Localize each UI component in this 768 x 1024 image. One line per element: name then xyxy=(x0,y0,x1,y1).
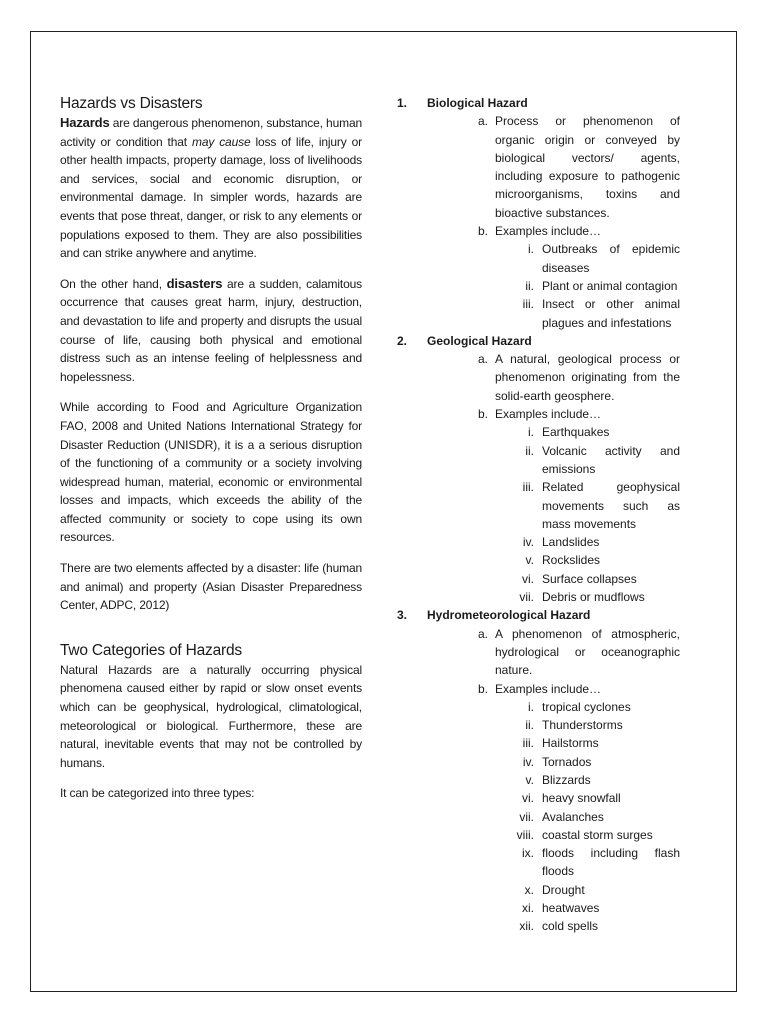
right-column xyxy=(397,94,680,936)
example-item xyxy=(397,423,680,441)
example-item xyxy=(397,826,680,844)
hazard-category xyxy=(397,606,680,935)
category-examples-intro xyxy=(397,680,680,698)
category-title: Geological Hazard xyxy=(427,333,532,348)
category-number: 3. xyxy=(397,608,408,623)
example-text: Tornados xyxy=(542,754,592,769)
example-text: cold spells xyxy=(542,919,599,934)
paragraph-three-types: It can be categorized into three types: xyxy=(60,786,255,801)
roman-marker: ix. xyxy=(522,846,534,861)
roman-marker: i. xyxy=(528,699,534,714)
example-text: heavy snowfall xyxy=(542,791,621,806)
category-examples-intro xyxy=(397,222,680,240)
example-text: Landslides xyxy=(542,535,600,550)
example-text: Outbreaks of epidemic diseases xyxy=(542,242,680,275)
example-item xyxy=(397,789,680,807)
example-text: Related geophysical movements such as mass movements xyxy=(542,480,680,531)
roman-marker: i. xyxy=(528,425,534,440)
emphasis-may-cause: may cause xyxy=(191,134,251,149)
roman-marker: ii. xyxy=(525,278,534,293)
example-text: Avalanches xyxy=(542,809,604,824)
roman-marker: vi. xyxy=(522,571,534,586)
list-text: Process or phenomenon of organic origin or conveyed by biological vectors/ agents, including exposure to pathogenic microorganisms, toxins and bioactive substances. xyxy=(495,114,680,220)
example-text: Hailstorms xyxy=(542,736,599,751)
list-text: A natural, geological process or phenomenon originating from the solid-earth geosphere. xyxy=(495,352,680,403)
roman-marker: iv. xyxy=(522,535,534,550)
example-text: heatwaves xyxy=(542,901,600,916)
example-item xyxy=(397,808,680,826)
paragraph-disasters-definition: On the other hand, disasters are a sudden, calamitous occurrence that causes great harm, injury, destruction, and devastation to life and property and disrupts the usual course of life, causing both physical and emotional distress such as an intense feeling of helplessness and hopelessness. xyxy=(60,275,363,384)
example-text: Blizzards xyxy=(542,772,591,787)
paragraph-fao-unisdr: While according to Food and Agriculture Organization FAO, 2008 and United Nations International Strategy for Disaster Reduction (UNISDR), it is a a serious disruption of the functioning of a community or a society involving widespread human, material, economic or environmental losses and impacts, which exceeds the ability of the affected community or society to cope using its own resources. xyxy=(60,400,362,545)
roman-marker: iii. xyxy=(522,297,534,312)
example-item xyxy=(397,295,680,332)
hazard-category xyxy=(397,332,680,606)
left-column xyxy=(60,94,362,803)
list-text: A phenomenon of atmospheric, hydrological or oceanographic nature. xyxy=(495,626,680,678)
section-title-two-categories: Two Categories of Hazards xyxy=(60,641,242,659)
example-item xyxy=(397,478,680,533)
example-item xyxy=(397,734,680,752)
example-text: Earthquakes xyxy=(542,425,610,440)
example-item xyxy=(397,277,680,295)
example-item xyxy=(397,881,680,899)
paragraph-hazards-definition: Hazards are dangerous phenomenon, substance, human activity or condition that may cause loss of life, injury or other health impacts, property damage, loss of livelihoods and services, social and economic disruption, or environmental damage. In simpler words, hazards are events that pose threat, danger, or risk to any elements or populations exposed to them. They are also possibilities and can strike anywhere and anytime. xyxy=(60,115,362,261)
example-item xyxy=(397,240,680,277)
list-marker: b. xyxy=(477,407,488,422)
roman-marker: viii. xyxy=(516,827,534,842)
example-item xyxy=(397,698,680,716)
roman-marker: iv. xyxy=(522,754,534,769)
hazard-category xyxy=(397,94,680,332)
roman-marker: ii. xyxy=(525,718,534,733)
category-number: 1. xyxy=(397,96,408,110)
example-text: Rockslides xyxy=(542,553,601,568)
roman-marker: i. xyxy=(528,242,534,257)
list-text: Examples include… xyxy=(495,407,602,422)
list-text: Examples include… xyxy=(495,224,602,239)
category-examples-intro xyxy=(397,405,680,423)
category-definition xyxy=(397,625,680,680)
example-text: Plant or animal contagion xyxy=(542,278,678,293)
example-item xyxy=(397,533,680,551)
category-title: Hydrometeorological Hazard xyxy=(427,608,591,623)
example-text: Volcanic activity and emissions xyxy=(542,443,680,476)
example-text: Debris or mudflows xyxy=(542,590,645,605)
list-marker: b. xyxy=(477,224,488,239)
category-number: 2. xyxy=(397,333,408,348)
list-text: Examples include… xyxy=(495,681,602,696)
category-title: Biological Hazard xyxy=(427,96,528,110)
example-item xyxy=(397,551,680,569)
term-disasters: disasters xyxy=(166,275,223,291)
roman-marker: vii. xyxy=(519,809,534,824)
list-marker: a. xyxy=(477,626,488,641)
example-item xyxy=(397,716,680,734)
example-text: Thunderstorms xyxy=(542,718,623,733)
section-title-hazards-vs-disasters: Hazards vs Disasters xyxy=(60,95,203,112)
roman-marker: iii. xyxy=(522,480,534,495)
roman-marker: vi. xyxy=(522,791,534,806)
example-item xyxy=(397,844,680,881)
term-hazards: Hazards xyxy=(60,115,110,130)
roman-marker: x. xyxy=(524,882,534,897)
category-definition xyxy=(397,350,680,405)
example-item xyxy=(397,442,680,479)
example-text: coastal storm surges xyxy=(542,827,653,842)
roman-marker: ii. xyxy=(525,443,534,458)
category-heading xyxy=(397,332,680,350)
example-item xyxy=(397,570,680,588)
example-item xyxy=(397,917,680,935)
example-text: Drought xyxy=(542,882,585,897)
roman-marker: xi. xyxy=(522,901,534,916)
roman-marker: vii. xyxy=(519,590,534,605)
roman-marker: iii. xyxy=(522,736,534,751)
roman-marker: v. xyxy=(525,553,534,568)
list-marker: a. xyxy=(477,114,488,129)
list-marker: a. xyxy=(477,352,488,367)
example-text: Surface collapses xyxy=(542,571,637,586)
category-definition xyxy=(397,112,680,222)
category-heading xyxy=(397,606,680,624)
example-item xyxy=(397,588,680,606)
example-text: floods including flash floods xyxy=(542,846,680,879)
category-heading xyxy=(397,94,680,112)
roman-marker: v. xyxy=(525,772,534,787)
example-item xyxy=(397,771,680,789)
list-marker: b. xyxy=(477,681,488,696)
paragraph-two-elements: There are two elements affected by a disaster: life (human and animal) and property (Asian Disaster Preparedness Center, ADPC, 2012) xyxy=(60,561,362,613)
example-text: tropical cyclones xyxy=(542,699,631,714)
roman-marker: xii. xyxy=(519,919,534,934)
paragraph-natural-hazards: Natural Hazards are a naturally occurring physical phenomena caused either by rapid or slow onset events which can be geophysical, hydrological, climatological, meteorological or biological. Furthermore, these are natural, inevitable events that may not be controlled by humans. xyxy=(60,662,362,770)
hazard-types-list xyxy=(397,94,680,936)
example-item xyxy=(397,753,680,771)
example-text: Insect or other animal plagues and infestations xyxy=(542,297,680,330)
example-item xyxy=(397,899,680,917)
